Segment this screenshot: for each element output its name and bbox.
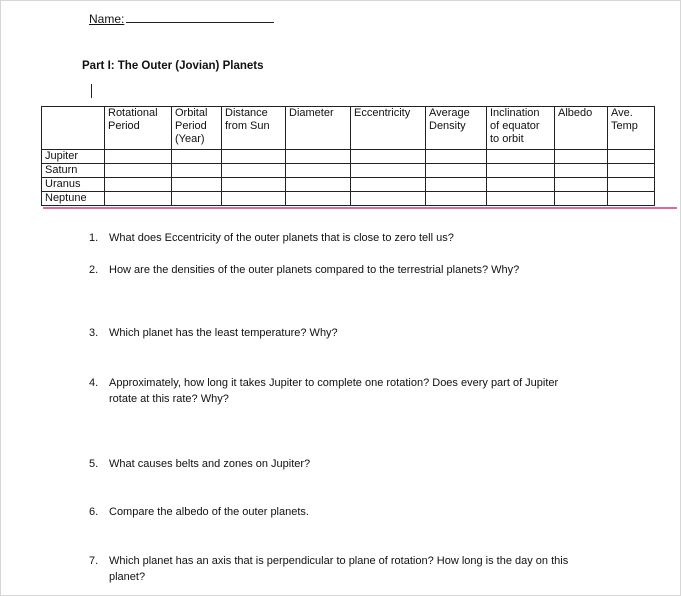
question-number: 6.: [89, 506, 99, 518]
question-text: What causes belts and zones on Jupiter?: [109, 458, 311, 470]
table-row: [42, 192, 655, 206]
table-cell[interactable]: [555, 192, 608, 206]
table-cell[interactable]: [351, 178, 426, 192]
question-1: [89, 230, 609, 246]
table-cell[interactable]: [555, 178, 608, 192]
table-row: [42, 150, 655, 164]
question-2: [89, 262, 609, 278]
table-cell[interactable]: [555, 164, 608, 178]
table-cell[interactable]: [487, 150, 555, 164]
table-header-ave-temp: Ave. Temp: [608, 107, 655, 150]
table-row: [42, 164, 655, 178]
name-blank-line[interactable]: [126, 21, 274, 23]
planet-name-saturn: Saturn: [42, 164, 105, 178]
table-header-eccentricity: Eccentricity: [351, 107, 426, 150]
table-cell[interactable]: [351, 192, 426, 206]
table-cell[interactable]: [426, 150, 487, 164]
table-cell[interactable]: [105, 150, 172, 164]
table-cell[interactable]: [222, 178, 286, 192]
table-cell[interactable]: [426, 178, 487, 192]
question-7: [89, 553, 607, 585]
table-cell[interactable]: [608, 192, 655, 206]
question-number: 3.: [89, 327, 99, 339]
text-cursor: [91, 84, 92, 98]
question-6: [89, 504, 609, 520]
table-header-orbital-period: Orbital Period (Year): [172, 107, 222, 150]
question-text: Which planet has the least temperature? Why?: [109, 327, 338, 339]
table-header-diameter: Diameter: [286, 107, 351, 150]
table-cell[interactable]: [172, 150, 222, 164]
table-cell[interactable]: [286, 164, 351, 178]
planet-name-uranus: Uranus: [42, 178, 105, 192]
question-4: [89, 375, 584, 407]
question-5: [89, 456, 609, 472]
table-row: [42, 178, 655, 192]
table-cell[interactable]: [222, 192, 286, 206]
table-cell[interactable]: [426, 192, 487, 206]
question-text: Approximately, how long it takes Jupiter to complete one rotation? Does every part of Jupiter rotate at this rate? Why?: [109, 377, 559, 405]
question-number: 2.: [89, 264, 99, 276]
table-cell[interactable]: [105, 178, 172, 192]
table-cell[interactable]: [172, 164, 222, 178]
table-cell[interactable]: [608, 164, 655, 178]
question-text: What does Eccentricity of the outer planets that is close to zero tell us?: [109, 232, 454, 244]
table-header-corner: [42, 107, 105, 150]
planet-name-neptune: Neptune: [42, 192, 105, 206]
table-cell[interactable]: [426, 164, 487, 178]
question-text: Compare the albedo of the outer planets.: [109, 506, 309, 518]
question-text: How are the densities of the outer planets compared to the terrestrial planets? Why?: [109, 264, 520, 276]
spellcheck-underline: [43, 207, 677, 209]
table-cell[interactable]: [286, 178, 351, 192]
table-cell[interactable]: [105, 192, 172, 206]
table-cell[interactable]: [555, 150, 608, 164]
table-cell[interactable]: [487, 178, 555, 192]
table-cell[interactable]: [222, 164, 286, 178]
question-3: [89, 325, 609, 341]
name-field[interactable]: [89, 12, 274, 26]
question-number: 5.: [89, 458, 99, 470]
question-number: 7.: [89, 555, 99, 567]
table-cell[interactable]: [286, 150, 351, 164]
question-number: 4.: [89, 377, 99, 389]
question-number: 1.: [89, 232, 99, 244]
table-cell[interactable]: [222, 150, 286, 164]
table-header-rotational-period: Rotational Period: [105, 107, 172, 150]
table-cell[interactable]: [608, 178, 655, 192]
table-cell[interactable]: [351, 164, 426, 178]
table-cell[interactable]: [172, 178, 222, 192]
part-title: Part I: The Outer (Jovian) Planets: [82, 60, 264, 72]
table-cell[interactable]: [487, 192, 555, 206]
table-cell[interactable]: [487, 164, 555, 178]
table-cell[interactable]: [105, 164, 172, 178]
table-header-albedo: Albedo: [555, 107, 608, 150]
planets-table: [41, 106, 655, 206]
table-header-row: [42, 107, 655, 150]
table-header-density: Average Density: [426, 107, 487, 150]
table-cell[interactable]: [351, 150, 426, 164]
table-cell[interactable]: [286, 192, 351, 206]
table-cell[interactable]: [172, 192, 222, 206]
table-header-distance: Distance from Sun: [222, 107, 286, 150]
table-cell[interactable]: [608, 150, 655, 164]
table-header-inclination: Inclination of equator to orbit: [487, 107, 555, 150]
planet-name-jupiter: Jupiter: [42, 150, 105, 164]
question-text: Which planet has an axis that is perpendicular to plane of rotation? How long is the day on this planet?: [109, 555, 569, 583]
name-label: Name:: [89, 12, 125, 26]
